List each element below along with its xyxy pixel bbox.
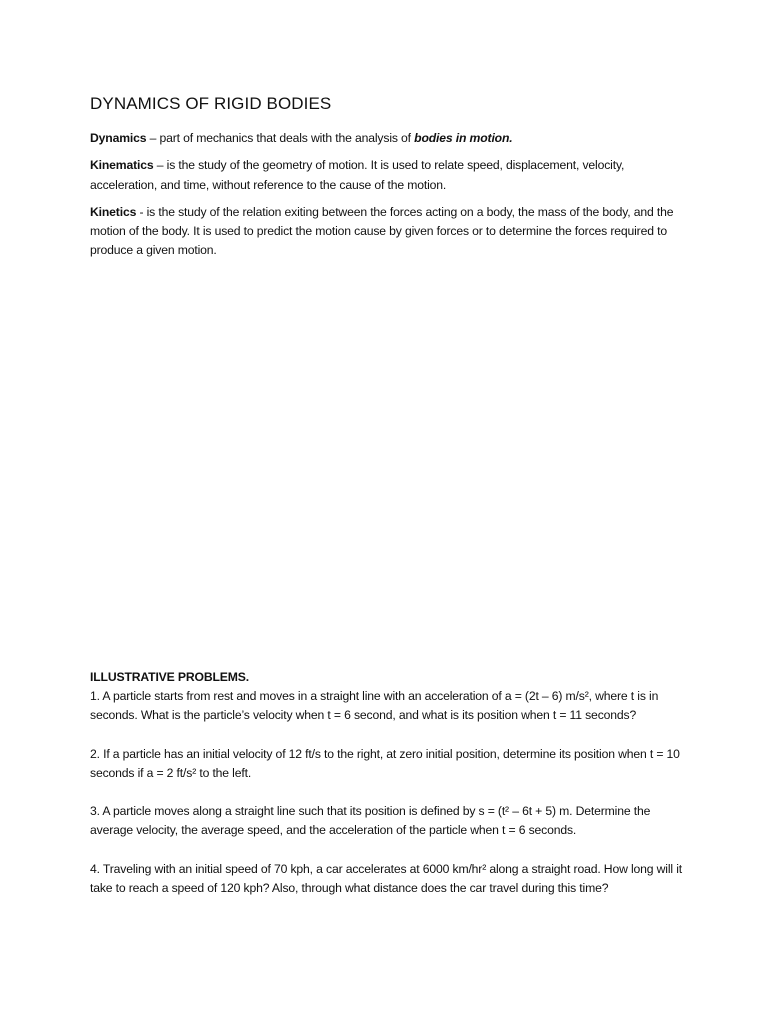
definition-text: – is the study of the geometry of motion. It is used to relate speed, displacement, velocity, acceleration, and time, without reference to the cause of the motion. — [90, 158, 625, 192]
page-title: DYNAMICS OF RIGID BODIES — [90, 94, 332, 113]
problem-1: 1. A particle starts from rest and moves in a straight line with an acceleration of a = (2t – 6) m/s², where t is in seconds. What is the particle’s velocity when t = 6 second, and what is its position when t = 11 seconds? — [90, 689, 659, 723]
definition-term: Kinetics — [90, 204, 137, 219]
problem-4: 4. Traveling with an initial speed of 70 kph, a car accelerates at 6000 km/hr² along a straight road. How long will it take to reach a speed of 120 kph? Also, through what distance does the car travel during this time? — [90, 861, 682, 896]
definition-kinetics — [90, 203, 690, 261]
definition-term: Dynamics — [90, 131, 147, 145]
definition-kinematics — [90, 156, 690, 195]
problem-3: 3. A particle moves along a straight line such that its position is defined by s = (t² – 6t + 5) m. Determine the average velocity, the average speed, and the acceleration of the particle when t = 6 seconds. — [90, 804, 651, 838]
definition-emphasis: bodies in motion. — [414, 131, 513, 145]
document-body — [90, 93, 690, 269]
illustrative-problems-section — [90, 668, 690, 917]
problem-2: 2. If a particle has an initial velocity of 12 ft/s to the right, at zero initial position, determine its position when t = 10 seconds if a = 2 ft/s² to the left. — [90, 746, 680, 780]
definition-term: Kinematics — [90, 158, 154, 173]
definition-text: – part of mechanics that deals with the analysis of — [146, 131, 415, 145]
definition-text: - is the study of the relation exiting between the forces acting on a body, the mass of the body, and the motion of the body. It is used to predict the motion cause by given forces or to determine the forces required to produce a given motion. — [90, 204, 674, 258]
problems-heading: ILLUSTRATIVE PROBLEMS. — [90, 670, 249, 684]
definition-dynamics — [90, 129, 690, 148]
